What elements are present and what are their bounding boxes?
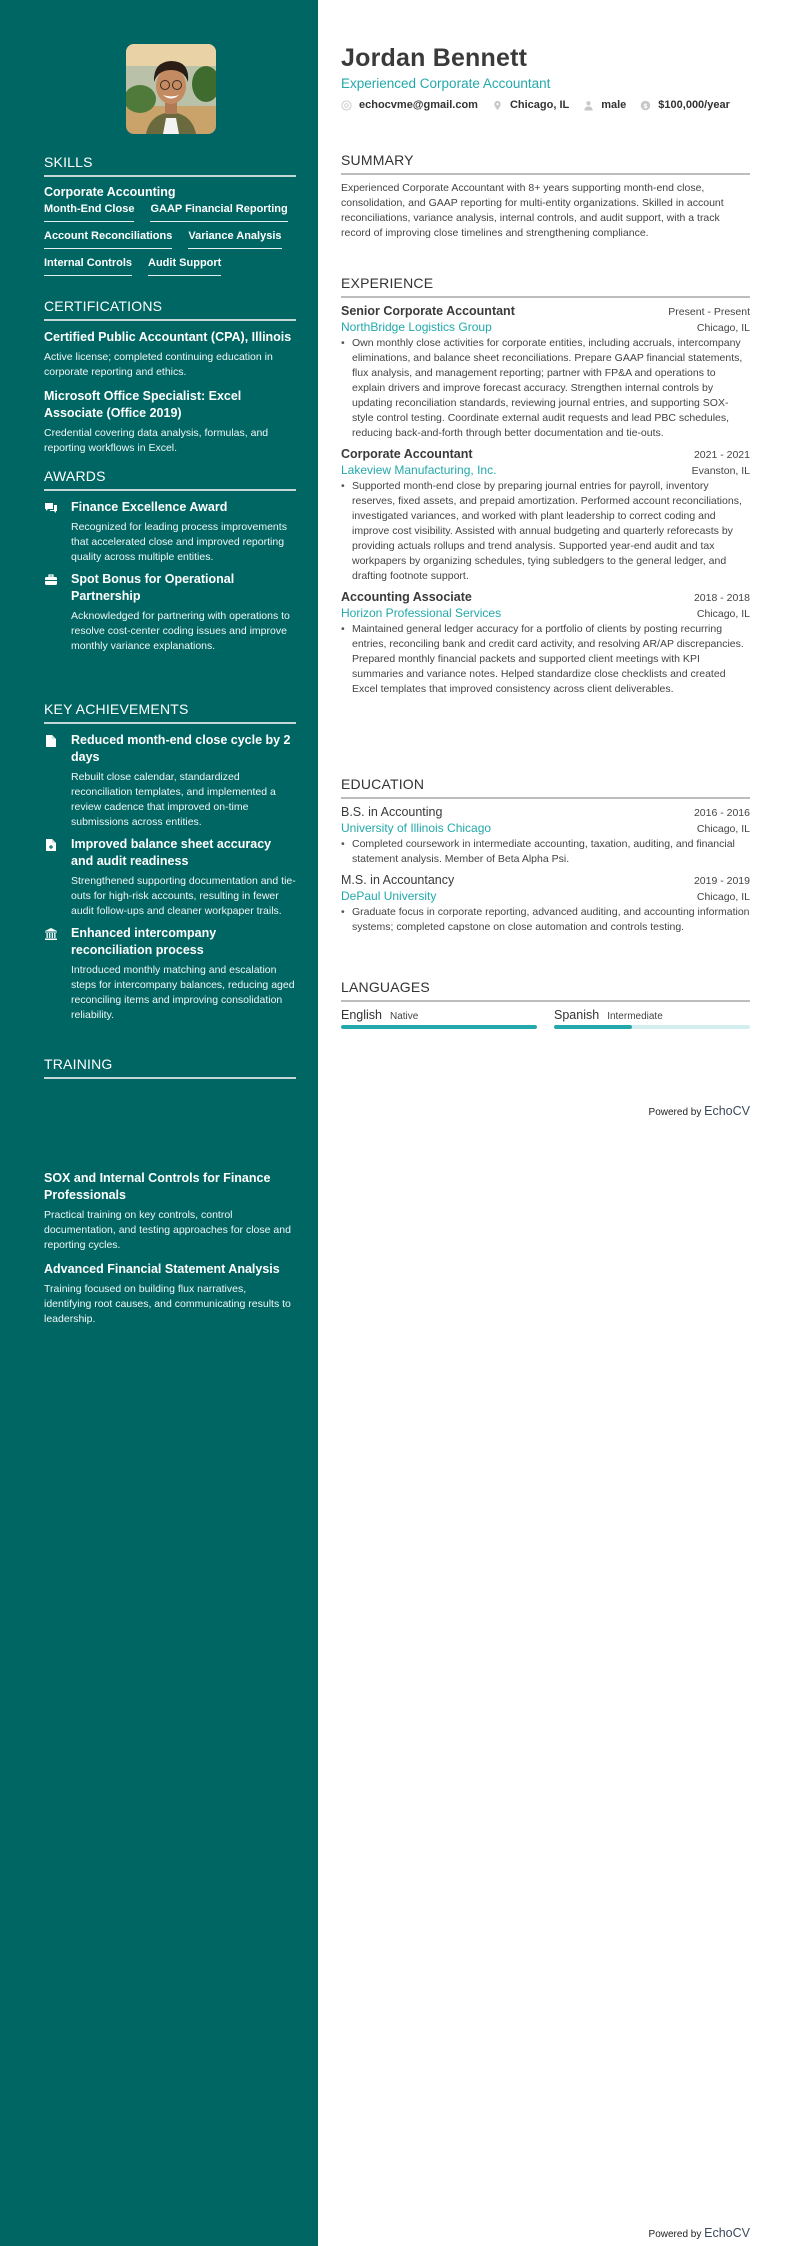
experience-entry: [341, 304, 750, 441]
skills-section: [44, 154, 296, 276]
bank-icon: [44, 927, 58, 941]
candidate-title: Experienced Corporate Accountant: [341, 76, 551, 91]
contact-email-value: echocvme@gmail.com: [359, 99, 478, 111]
language-item: [341, 1008, 537, 1029]
certification-desc: Active license; completed continuing education in corporate reporting and ethics.: [44, 351, 273, 378]
degree: M.S. in Accountancy: [341, 873, 455, 887]
chat-bubbles-icon: [44, 501, 58, 515]
powered-by-footer: [649, 2226, 750, 2240]
powered-by-footer: [649, 1104, 750, 1118]
job-role: Senior Corporate Accountant: [341, 304, 515, 318]
contact-gender: [583, 99, 626, 111]
summary-text: Experienced Corporate Accountant with 8+ years supporting month-end close, consolidation, and GAAP reporting for multi-entity organizations. Skilled in account reconciliations, variance analysis, internal controls, and audit support, with a track record of improving close timelines and strengthening compliance.: [341, 182, 724, 239]
training-title: Advanced Financial Statement Analysis: [44, 1262, 280, 1276]
certification-title: Microsoft Office Specialist: Excel Associate (Office 2019): [44, 389, 242, 420]
achievements-heading: KEY ACHIEVEMENTS: [44, 701, 296, 724]
training-list: [44, 1170, 296, 1335]
job-role: Corporate Accountant: [341, 447, 473, 461]
experience-heading: EXPERIENCE: [341, 275, 750, 298]
skill-group-title: Corporate Accounting: [44, 185, 176, 199]
contact-location: [492, 99, 569, 111]
job-bullet: • Supported month-end close by preparing journal entries for payroll, inventory reserves, fixed assets, and prepaid amortization. Performed account reconciliations, investigated variances, and worked with plant leadership to correct coding and improve cost visibility. Assisted with annual budgeting and quarterly reforecasts by providing actuals rollups and trend analysis. Supported year-end audit and tax workpapers by organizing schedules, tying subledgers to the general ledger, and drafting footnote support.: [341, 479, 750, 584]
degree: B.S. in Accounting: [341, 805, 443, 819]
experience-section: [341, 275, 750, 703]
award-item: [44, 571, 296, 654]
briefcase-icon: [44, 573, 58, 587]
education-bullet: • Graduate focus in corporate reporting, advanced auditing, and accounting information systems; completed capstone on close automation and controls testing.: [341, 905, 750, 935]
skill-tag: Month-End Close: [44, 203, 134, 222]
certification-desc: Credential covering data analysis, formulas, and reporting workflows in Excel.: [44, 427, 269, 454]
job-dates: 2021 - 2021: [693, 449, 750, 461]
achievement-item: [44, 836, 296, 919]
education-heading: EDUCATION: [341, 776, 750, 799]
school-location: Chicago, IL: [696, 823, 750, 835]
award-title: Finance Excellence Award: [71, 500, 228, 514]
sidebar: [0, 0, 318, 2246]
skill-tag: Audit Support: [148, 257, 221, 276]
language-level: Native: [390, 1011, 419, 1022]
language-proficiency-bar: [341, 1025, 537, 1029]
achievement-desc: Introduced monthly matching and escalation steps for intercompany balances, reducing aged reconciling items and improving consolidation reliability.: [71, 964, 295, 1021]
contact-salary-value: $100,000/year: [658, 99, 730, 111]
contact-bar: [341, 99, 744, 111]
education-dates: 2016 - 2016: [693, 807, 750, 819]
job-role: Accounting Associate: [341, 590, 472, 604]
training-heading: TRAINING: [44, 1056, 296, 1079]
education-entry: [341, 805, 750, 867]
certification-title: Certified Public Accountant (CPA), Illinois: [44, 330, 292, 344]
experience-entry: [341, 447, 750, 584]
award-desc: Acknowledged for partnering with operations to resolve cost-center coding issues and improve monthly variance explanations.: [71, 610, 290, 652]
achievement-desc: Rebuilt close calendar, standardized reconciliation templates, and implemented a review cadence that improved on-time submissions across entities.: [71, 771, 276, 828]
school: University of Illinois Chicago: [341, 821, 492, 835]
language-item: [554, 1008, 750, 1029]
language-name: Spanish: [554, 1008, 600, 1022]
job-company: Horizon Professional Services: [341, 606, 502, 620]
training-item: [44, 1261, 296, 1327]
skill-tag: Account Reconciliations: [44, 230, 172, 249]
training-desc: Practical training on key controls, control documentation, and testing approaches for close and reporting cycles.: [44, 1209, 291, 1251]
candidate-name: Jordan Bennett: [341, 44, 528, 72]
certifications-heading: CERTIFICATIONS: [44, 298, 296, 321]
skill-tag: Variance Analysis: [188, 230, 281, 249]
training-title: SOX and Internal Controls for Finance Professionals: [44, 1171, 271, 1202]
achievement-desc: Strengthened supporting documentation and tie-outs for high-risk accounts, resulting in fewer audit follow-ups and cleaner workpaper trails.: [71, 875, 296, 917]
achievement-item: [44, 732, 296, 830]
language-proficiency-bar: [554, 1025, 750, 1029]
job-company: NorthBridge Logistics Group: [341, 320, 492, 334]
at-icon: [341, 100, 352, 111]
achievement-title: Improved balance sheet accuracy and audit readiness: [71, 837, 272, 868]
training-desc: Training focused on building flux narratives, identifying root causes, and communicating results to leadership.: [44, 1283, 291, 1325]
job-location: Chicago, IL: [696, 322, 750, 334]
job-dates: Present - Present: [668, 306, 750, 318]
education-entry: [341, 873, 750, 935]
job-bullet: • Maintained general ledger accuracy for a portfolio of clients by posting recurring entries, reconciling bank and credit card activity, and resolving AR/AP discrepancies. Prepared monthly financial packets and supported client meetings with KPI summaries and variance notes. Helped standardize close checklists and created Excel templates that improved consistency across client deliverables.: [341, 622, 750, 697]
document-plus-icon: [44, 838, 58, 852]
certification-item: [44, 388, 296, 456]
dollar-coin-icon: [640, 100, 651, 111]
school: DePaul University: [341, 889, 437, 903]
brand-link[interactable]: EchoCV: [704, 1104, 750, 1118]
document-icon: [44, 734, 58, 748]
summary-section: [341, 152, 750, 241]
achievements-section: [44, 701, 296, 1029]
powered-by-label: Powered by: [648, 1107, 702, 1118]
job-location: Chicago, IL: [696, 608, 750, 620]
achievement-title: Reduced month-end close cycle by 2 days: [71, 733, 291, 764]
language-name: English: [341, 1008, 382, 1022]
language-proficiency-fill: [341, 1025, 537, 1029]
job-dates: 2018 - 2018: [693, 592, 750, 604]
job-location: Evanston, IL: [691, 465, 750, 477]
profile-photo: [126, 44, 216, 134]
contact-location-value: Chicago, IL: [509, 99, 570, 111]
location-pin-icon: [492, 100, 503, 111]
person-icon: [583, 100, 594, 111]
language-proficiency-fill: [554, 1025, 632, 1029]
awards-section: [44, 468, 296, 660]
brand-link[interactable]: EchoCV: [704, 2226, 750, 2240]
skill-tags: [44, 203, 296, 276]
contact-salary: [640, 99, 730, 111]
svg-text:$: $: [643, 101, 649, 110]
achievement-title: Enhanced intercompany reconciliation process: [71, 926, 217, 957]
experience-entry: [341, 590, 750, 697]
skills-heading: SKILLS: [44, 154, 296, 177]
language-level: Intermediate: [607, 1011, 663, 1022]
certification-item: [44, 329, 296, 380]
contact-email[interactable]: [341, 99, 478, 111]
languages-section: [341, 979, 750, 1029]
award-desc: Recognized for leading process improvements that accelerated close and improved reporting quality across multiple entities.: [71, 521, 287, 563]
job-company: Lakeview Manufacturing, Inc.: [341, 463, 497, 477]
training-item: [44, 1170, 296, 1253]
skill-tag: GAAP Financial Reporting: [150, 203, 287, 222]
languages-heading: LANGUAGES: [341, 979, 750, 1002]
contact-gender-value: male: [601, 99, 627, 111]
education-section: [341, 776, 750, 941]
achievement-item: [44, 925, 296, 1023]
powered-by-label: Powered by: [648, 2229, 702, 2240]
job-bullet: • Own monthly close activities for corporate entities, including accruals, intercompany eliminations, and balance sheet reconciliations. Prepare GAAP financial statements, flux analysis, and management reporting; partner with FP&A and operations to explain drivers and improve forecast accuracy. Strengthen internal controls by updating reconciliation standards, reviewing journal entries, and supporting SOX-style control testing. Coordinate external audit requests and lead PBC schedules, reducing back-and-forth through better documentation and tie-outs.: [341, 336, 750, 441]
summary-heading: SUMMARY: [341, 152, 750, 175]
certifications-section: [44, 298, 296, 464]
awards-heading: AWARDS: [44, 468, 296, 491]
award-item: [44, 499, 296, 565]
education-bullet: • Completed coursework in intermediate accounting, taxation, auditing, and financial statement analysis. Member of Beta Alpha Psi.: [341, 837, 750, 867]
award-title: Spot Bonus for Operational Partnership: [71, 572, 235, 603]
avatar: [126, 44, 216, 134]
school-location: Chicago, IL: [696, 891, 750, 903]
education-dates: 2019 - 2019: [693, 875, 750, 887]
skill-tag: Internal Controls: [44, 257, 132, 276]
training-section: [44, 1056, 296, 1087]
